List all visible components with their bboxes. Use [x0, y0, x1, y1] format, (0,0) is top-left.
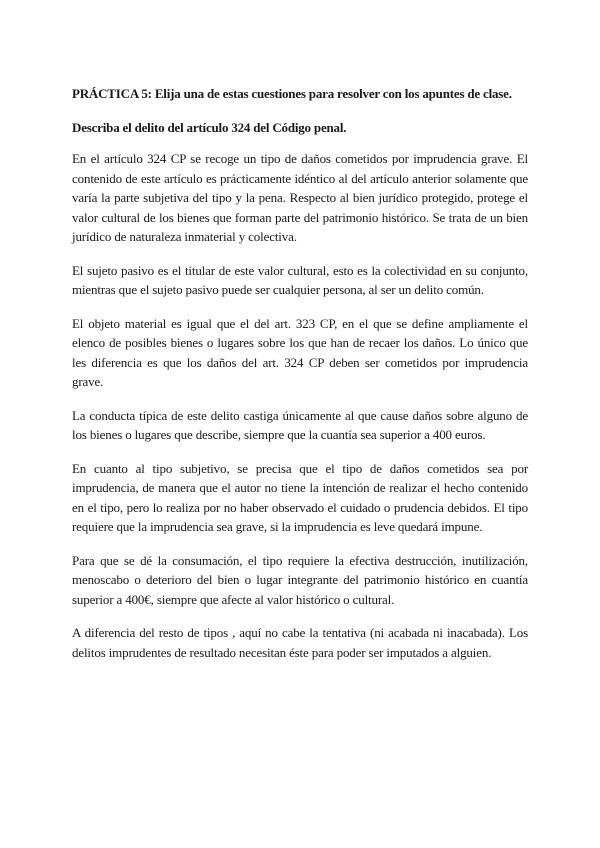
question-title: Describa el delito del artículo 324 del Código penal.: [72, 119, 347, 135]
document-body: [72, 84, 528, 676]
practice-heading: PRÁCTICA 5: Elija una de estas cuestiones para resolver con los apuntes de clase.: [72, 86, 512, 101]
paragraph-subjective-type: En cuanto al tipo subjetivo, se precisa que el tipo de daños cometidos sea por imprudencia, de manera que el autor no tiene la intención de realizar el hecho contenido en el tipo, pero lo realiza por no haber observado el cuidado o prudencia debidos. El tipo requiere que la imprudencia sea grave, si la imprudencia es leve quedará impune.: [72, 460, 528, 534]
paragraph-typical-conduct: La conducta típica de este delito castiga únicamente al que cause daños sobre alguno de los bienes o lugares que describe, siempre que la cuantía sea superior a 400 euros.: [72, 407, 528, 442]
paragraph-legal-good: En el artículo 324 CP se recoge un tipo de daños cometidos por imprudencia grave. El contenido de este artículo es prácticamente idéntico al del artículo anterior solamente que varía la parte subjetiva del tipo y la pena. Respecto al bien jurídico protegido, protege el valor cultural de los bienes que forman parte del patrimonio histórico. Se trata de un bien jurídico de naturaleza inmaterial y colectiva.: [72, 151, 528, 244]
paragraph-material-object: El objeto material es igual que el del art. 323 CP, en el que se define ampliamente el elenco de posibles bienes o lugares sobre los que han de recaer los daños. Lo único que les diferencia es que los daños del art. 324 CP deben ser cometidos por imprudencia grave.: [72, 315, 528, 389]
paragraph-consummation: Para que se dé la consumación, el tipo requiere la efectiva destrucción, inutilización, menoscabo o deterioro del bien o lugar integrante del patrimonio histórico en cuantía superior a 400€, siempre que afecte al valor histórico o cultural.: [72, 552, 528, 607]
paragraph-attempt: A diferencia del resto de tipos , aquí no cabe la tentativa (ni acabada ni inacabada). Los delitos imprudentes de resultado necesitan éste para poder ser imputados a alguien.: [72, 625, 528, 660]
paragraph-passive-subject: El sujeto pasivo es el titular de este valor cultural, esto es la colectividad en su conjunto, mientras que el sujeto pasivo puede ser cualquier persona, al ser un delito común.: [72, 262, 528, 297]
